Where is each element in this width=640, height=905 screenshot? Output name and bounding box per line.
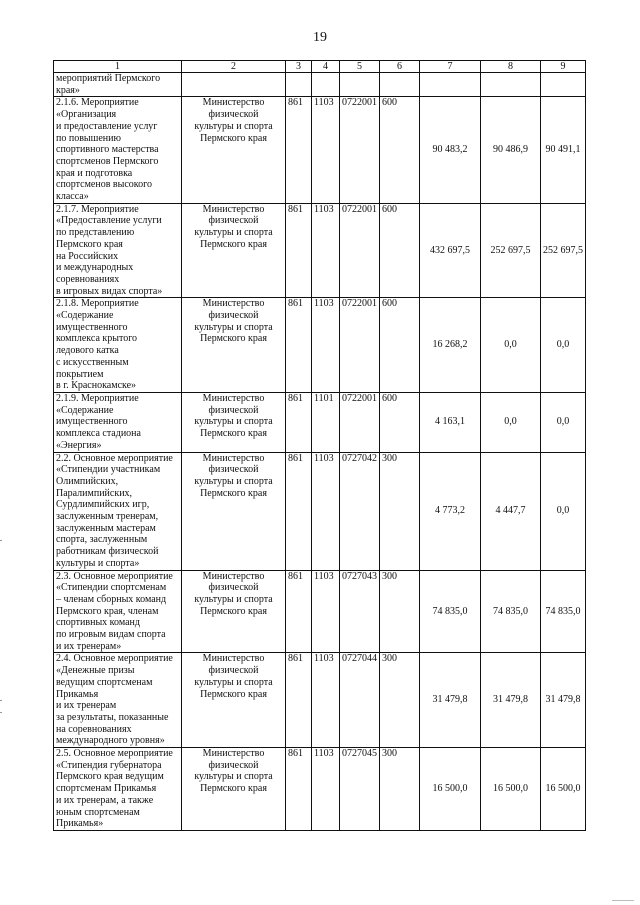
header-cell-8: 8: [481, 61, 541, 73]
cell-col-2: Министерство физической культуры и спорта Пермского края: [182, 203, 286, 298]
cell-col-5: 0727045: [340, 748, 380, 831]
cell-col-9: 0,0: [541, 392, 586, 452]
header-cell-1: 1: [54, 61, 182, 73]
cell-col-3: 861: [286, 392, 312, 452]
cell-col-2: [182, 73, 286, 97]
table-row: [54, 570, 586, 653]
cell-col-9: 31 479,8: [541, 653, 586, 748]
cell-col-9: 252 697,5: [541, 203, 586, 298]
cell-col-7: 16 268,2: [420, 298, 481, 393]
cell-col-7: [420, 73, 481, 97]
cell-col-3: 861: [286, 203, 312, 298]
cell-col-1: 2.3. Основное мероприятие «Стипендии спортсменам – членам сборных команд Пермского края, членам спортивных команд по игровым видам спорта и их тренерам»: [54, 570, 182, 653]
table-row: [54, 748, 586, 831]
cell-col-9: [541, 73, 586, 97]
cell-col-4: 1103: [312, 203, 340, 298]
cell-col-7: 4 163,1: [420, 392, 481, 452]
cell-col-5: 0727043: [340, 570, 380, 653]
header-cell-5: 5: [340, 61, 380, 73]
cell-col-5: 0727044: [340, 653, 380, 748]
cell-col-1: 2.1.8. Мероприятие «Содержание имущественного комплекса крытого ледового катка с искусственным покрытием в г. Краснокамске»: [54, 298, 182, 393]
header-cell-2: 2: [182, 61, 286, 73]
cell-col-9: 0,0: [541, 452, 586, 570]
cell-col-3: 861: [286, 748, 312, 831]
cell-col-6: 600: [380, 298, 420, 393]
cell-col-4: 1103: [312, 748, 340, 831]
page-number: 19: [313, 30, 327, 45]
cell-col-2: Министерство физической культуры и спорта Пермского края: [182, 97, 286, 203]
cell-col-6: 600: [380, 392, 420, 452]
cell-col-7: 74 835,0: [420, 570, 481, 653]
cell-col-3: 861: [286, 570, 312, 653]
cell-col-2: Министерство физической культуры и спорта Пермского края: [182, 298, 286, 393]
header-cell-6: 6: [380, 61, 420, 73]
cell-col-6: 300: [380, 452, 420, 570]
cell-col-8: 74 835,0: [481, 570, 541, 653]
cell-col-3: 861: [286, 452, 312, 570]
cell-col-4: 1103: [312, 298, 340, 393]
cell-col-3: 861: [286, 653, 312, 748]
header-row: [54, 61, 586, 73]
cell-col-2: Министерство физической культуры и спорта Пермского края: [182, 653, 286, 748]
cell-col-9: 90 491,1: [541, 97, 586, 203]
cell-col-2: Министерство физической культуры и спорта Пермского края: [182, 452, 286, 570]
budget-table: [53, 60, 586, 831]
cell-col-1: 2.1.6. Мероприятие «Организация и предоставление услуг по повышению спортивного мастерства спортсменов Пермского края и подготовка спортсменов высокого класса»: [54, 97, 182, 203]
cell-col-3: 861: [286, 97, 312, 203]
cell-col-8: 4 447,7: [481, 452, 541, 570]
cell-col-8: 252 697,5: [481, 203, 541, 298]
header-cell-7: 7: [420, 61, 481, 73]
cell-col-6: 600: [380, 203, 420, 298]
header-cell-9: 9: [541, 61, 586, 73]
cell-col-1: 2.5. Основное мероприятие «Стипендия губернатора Пермского края ведущим спортсменам Прикамья и их тренерам, а также юным спортсменам Прикамья»: [54, 748, 182, 831]
cell-col-8: 0,0: [481, 298, 541, 393]
table-row: [54, 653, 586, 748]
header-cell-3: 3: [286, 61, 312, 73]
cell-col-3: 861: [286, 298, 312, 393]
table-row: [54, 298, 586, 393]
cell-col-4: 1103: [312, 97, 340, 203]
cell-col-4: 1103: [312, 653, 340, 748]
cell-col-2: Министерство физической культуры и спорта Пермского края: [182, 748, 286, 831]
cell-col-5: 0727042: [340, 452, 380, 570]
cell-col-4: 1101: [312, 392, 340, 452]
table-body: [54, 61, 586, 831]
cell-col-2: Министерство физической культуры и спорта Пермского края: [182, 392, 286, 452]
table-row: [54, 452, 586, 570]
cell-col-1: 2.4. Основное мероприятие «Денежные призы ведущим спортсменам Прикамья и их тренерам за результаты, показанные на соревнованиях международного уровня»: [54, 653, 182, 748]
cell-col-5: 0722001: [340, 392, 380, 452]
table-row: [54, 203, 586, 298]
cell-col-7: 90 483,2: [420, 97, 481, 203]
cell-col-9: 0,0: [541, 298, 586, 393]
scan-edge-mark: [0, 700, 2, 701]
cell-col-6: 300: [380, 570, 420, 653]
cell-col-6: 300: [380, 653, 420, 748]
cell-col-4: 1103: [312, 570, 340, 653]
scan-edge-mark: [0, 712, 2, 713]
scan-edge-mark: [0, 540, 2, 541]
cell-col-5: 0722001: [340, 203, 380, 298]
cell-col-7: 16 500,0: [420, 748, 481, 831]
cell-col-8: 31 479,8: [481, 653, 541, 748]
cell-col-7: 4 773,2: [420, 452, 481, 570]
cell-col-2: Министерство физической культуры и спорта Пермского края: [182, 570, 286, 653]
cell-col-6: 600: [380, 97, 420, 203]
cell-col-8: [481, 73, 541, 97]
cell-col-5: 0722001: [340, 298, 380, 393]
scan-corner-mark: [612, 900, 634, 901]
table-row: [54, 73, 586, 97]
cell-col-1: 2.2. Основное мероприятие «Стипендии участникам Олимпийских, Паралимпийских, Сурдлимпийских игр, заслуженным тренерам, заслуженным мастерам спорта, заслуженным работникам физической культуры и спорта»: [54, 452, 182, 570]
cell-col-4: [312, 73, 340, 97]
table-row: [54, 392, 586, 452]
cell-col-3: [286, 73, 312, 97]
cell-col-5: [340, 73, 380, 97]
cell-col-1: 2.1.9. Мероприятие «Содержание имущественного комплекса стадиона «Энергия»: [54, 392, 182, 452]
header-cell-4: 4: [312, 61, 340, 73]
cell-col-9: 16 500,0: [541, 748, 586, 831]
cell-col-7: 31 479,8: [420, 653, 481, 748]
cell-col-9: 74 835,0: [541, 570, 586, 653]
cell-col-6: 300: [380, 748, 420, 831]
cell-col-8: 90 486,9: [481, 97, 541, 203]
cell-col-4: 1103: [312, 452, 340, 570]
cell-col-1: мероприятий Пермского края»: [54, 73, 182, 97]
cell-col-1: 2.1.7. Мероприятие «Предоставление услуги по представлению Пермского края на Российских и международных соревнованиях в игровых видах спорта»: [54, 203, 182, 298]
cell-col-7: 432 697,5: [420, 203, 481, 298]
cell-col-8: 16 500,0: [481, 748, 541, 831]
cell-col-6: [380, 73, 420, 97]
cell-col-8: 0,0: [481, 392, 541, 452]
cell-col-5: 0722001: [340, 97, 380, 203]
table-row: [54, 97, 586, 203]
